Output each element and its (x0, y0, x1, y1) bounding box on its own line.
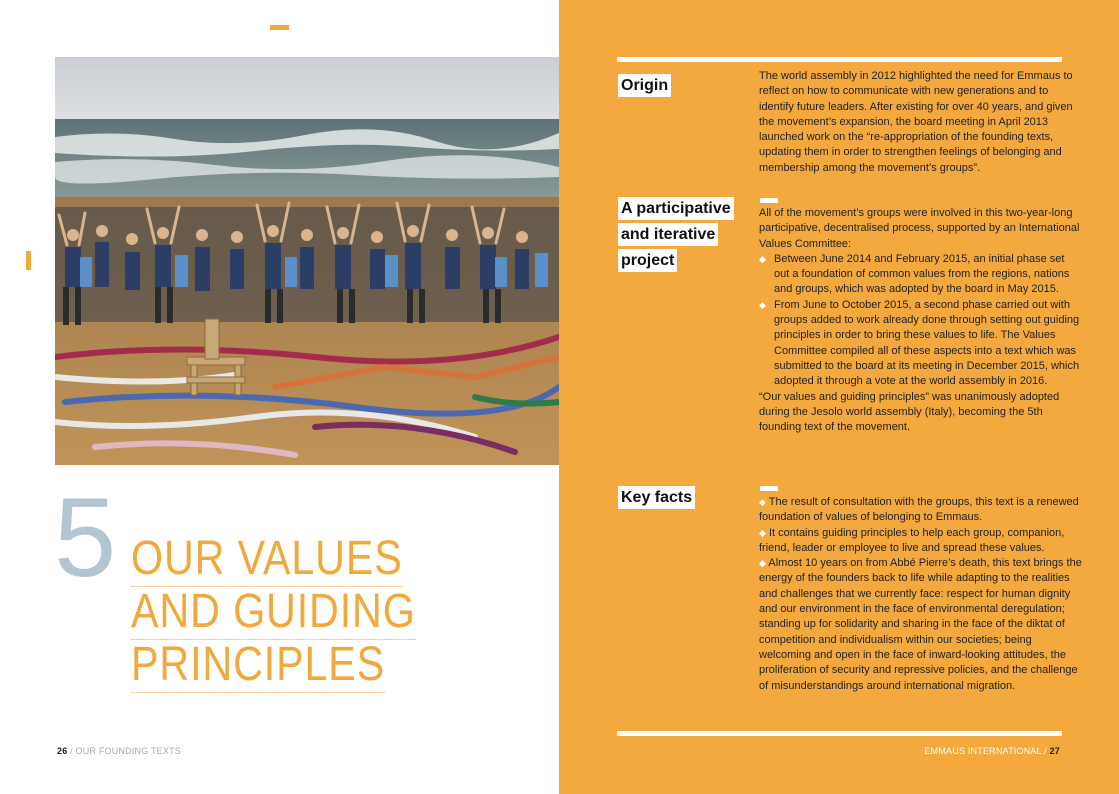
origin-heading (618, 74, 671, 100)
footer-right (924, 746, 1060, 756)
participative-bullet: ◆ From June to October 2015, a second phase carried out with groups added to work already done through setting out guiding principles in order to bring these values to life. The Values Committee compiled all of these aspects into a text which was submitted to the board at its meeting in December 2015, which adopted it through a vote at the world assembly in 2016. (759, 298, 1082, 390)
participative-heading-line-3: project (618, 249, 677, 272)
top-rule (617, 57, 1062, 62)
key-fact-item: ◆ Almost 10 years on from Abbé Pierre’s death, this text brings the energy of the founders back to life while adapting to the realities and challenges that we currently face: respect for human dignity and our environment in the face of environmental deregulation; standing up for solidarity and sharing in the face of the diktat of competition and individualism within our societies; being welcoming and open in the face of inward-looking attitudes, the proliferation of security and repressive policies, and the challenge of misunderstandings around international migration. (759, 557, 1082, 692)
footer-left (57, 746, 181, 756)
decorative-dash (26, 251, 31, 270)
key-facts-heading (618, 486, 695, 512)
decorative-dash (760, 486, 778, 491)
chapter-title-line-1: OUR VALUES (131, 532, 403, 585)
footer-org: EMMAUS INTERNATIONAL / (924, 746, 1047, 756)
key-facts-heading-label: Key facts (618, 486, 695, 509)
bottom-rule (617, 731, 1062, 736)
footer-section: / OUR FOUNDING TEXTS (70, 746, 181, 756)
chapter-number: 5 (54, 475, 117, 600)
diamond-bullet-icon: ◆ (759, 527, 766, 538)
decorative-dash (760, 198, 778, 203)
participative-heading (618, 197, 734, 275)
participative-intro: All of the movement’s groups were involved in this two-year-long participative, decentralised process, supported by an International Values Committee: (759, 207, 1080, 250)
chapter-title-line-3: PRINCIPLES (131, 638, 386, 691)
right-page (559, 0, 1119, 794)
diamond-bullet-icon: ◆ (759, 558, 766, 569)
key-fact-item: ◆ The result of consultation with the groups, this text is a renewed foundation of values of belonging to Emmaus. (759, 496, 1079, 524)
participative-text (759, 206, 1082, 435)
group-photo-beach (55, 57, 559, 465)
chapter-title-line-2: AND GUIDING (131, 585, 416, 638)
participative-heading-line-1: A participative (618, 197, 734, 220)
key-fact-item: ◆ It contains guiding principles to help each group, companion, friend, leader or employee to live and spread these values. (759, 526, 1065, 554)
decorative-dash (270, 25, 289, 30)
left-page (0, 0, 559, 794)
participative-heading-line-2: and iterative (618, 223, 718, 246)
participative-closing: “Our values and guiding principles” was unanimously adopted during the Jesolo world assembly (Italy), becoming the 5th founding text of the movement. (759, 390, 1060, 434)
diamond-bullet-icon: ◆ (759, 497, 766, 507)
participative-bullet: ◆ Between June 2014 and February 2015, an initial phase set out a foundation of common values from the regions, nations and groups, which was adopted by the board in May 2015. (759, 252, 1082, 298)
origin-text: The world assembly in 2012 highlighted the need for Emmaus to reflect on how to communicate with new generations and to identify future leaders. After existing for over 40 years, and given the movement’s expansion, the board meeting in April 2013 launched work on the “re-appropriation of the founding texts, updating them in order to strengthen feelings of belonging and membership among the movement’s groups”. (759, 70, 1073, 174)
origin-heading-label: Origin (618, 74, 671, 97)
page-number: 27 (1049, 746, 1060, 756)
key-facts-text (759, 495, 1082, 694)
page-number: 26 (57, 746, 68, 756)
